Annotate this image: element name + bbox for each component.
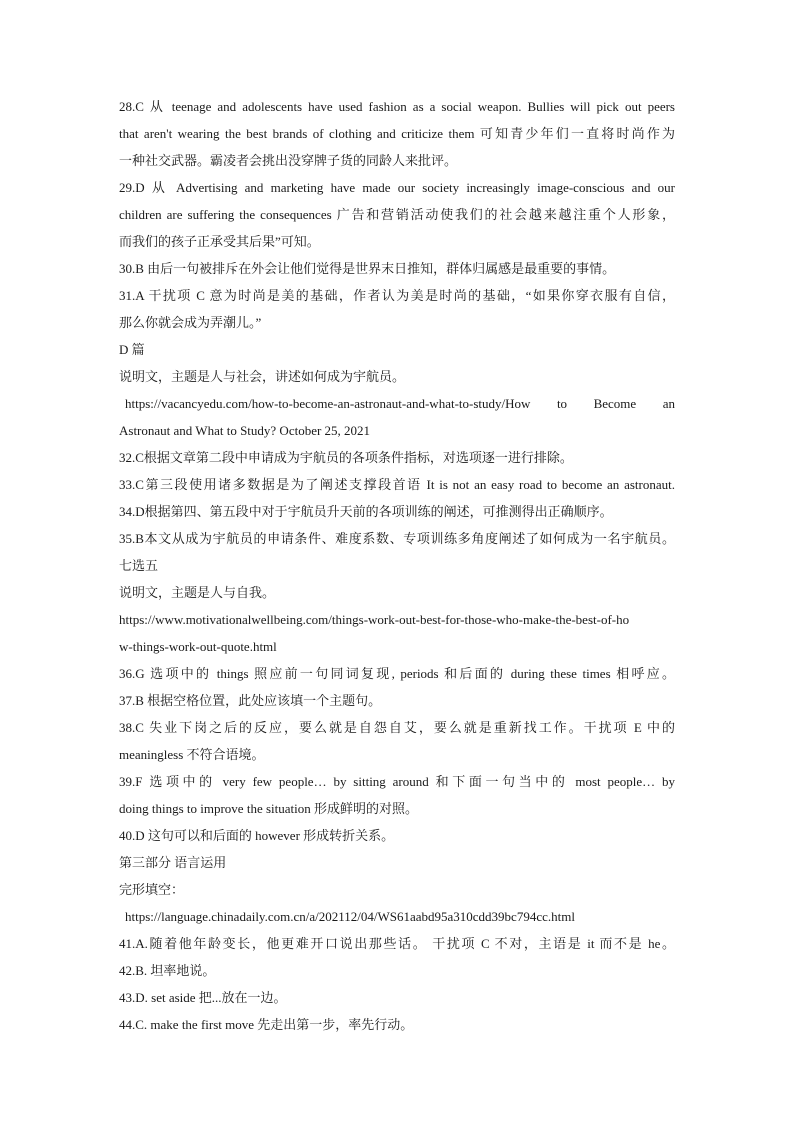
- text-line: 40.D 这句可以和后面的 however 形成转折关系。: [119, 828, 395, 843]
- text-line: w-things-work-out-quote.html: [119, 639, 277, 654]
- text-line: 30.B 由后一句被排斥在外会让他们觉得是世界末日推知，群体归属感是最重要的事情。: [119, 261, 616, 276]
- text-line: 说明文，主题是人与社会，讲述如何成为宇航员。: [119, 369, 406, 384]
- text-line: 第三部分 语言运用: [119, 855, 227, 870]
- text-line: Astronaut and What to Study? October 25, 2021: [119, 423, 371, 438]
- text-line: 34.D根据第四、第五段中对于宇航员升天前的各项训练的阐述，可推测得出正确顺序。: [119, 504, 613, 519]
- text-line: children are suffering the consequences 广告和营销活动使我们的社会越来越注重个人形象，: [119, 207, 675, 222]
- text-line: 28.C 从 teenage and adolescents have used fashion as a social weapon. Bullies will pick out peers: [119, 99, 675, 114]
- text-line: 七选五: [119, 558, 159, 573]
- text-line: meaningless 不符合语境。: [119, 747, 265, 762]
- text-line: 31.A 干扰项 C 意为时尚是美的基础，作者认为美是时尚的基础，“如果你穿衣服有自信，: [119, 288, 675, 303]
- text-line: 39.F 选项中的 very few people… by sitting around 和下面一句当中的 most people… by: [119, 774, 675, 789]
- text-line: 完形填空：: [119, 882, 185, 897]
- text-line: https://vacancyedu.com/how-to-become-an-astronaut-and-what-to-study/How to Become an: [125, 396, 675, 411]
- text-line: 38.C 失业下岗之后的反应，要么就是自怨自艾，要么就是重新找工作。干扰项 E 中的: [119, 720, 675, 735]
- text-line: 29.D 从 Advertising and marketing have made our society increasingly image-conscious and our: [119, 180, 675, 195]
- text-line: 而我们的孩子正承受其后果”可知。: [119, 234, 320, 249]
- text-line: 44.C. make the first move 先走出第一步，率先行动。: [119, 1017, 414, 1032]
- text-line: 35.B本文从成为宇航员的申请条件、难度系数、专项训练多角度阐述了如何成为一名宇航员。: [119, 531, 675, 546]
- text-line: 42.B. 坦率地说。: [119, 963, 216, 978]
- text-line: that aren't wearing the best brands of clothing and criticize them 可知青少年们一直将时尚作为: [119, 126, 675, 141]
- text-line: 33.C第三段使用诸多数据是为了阐述支撑段首语 It is not an easy road to become an astronaut.: [119, 477, 675, 492]
- text-line: 41.A.随着他年龄变长，他更难开口说出那些话。 干扰项 C 不对，主语是 it 而不是 he。: [119, 936, 675, 951]
- text-line: 36.G 选项中的 things 照应前一句同词复现, periods 和后面的 during these times 相呼应。: [119, 666, 675, 681]
- text-line: 37.B 根据空格位置，此处应该填一个主题句。: [119, 693, 382, 708]
- text-line: D 篇: [119, 342, 145, 357]
- text-line: https://www.motivationalwellbeing.com/things-work-out-best-for-those-who-make-the-best-of-ho: [119, 612, 630, 627]
- text-line: 那么你就会成为弄潮儿。”: [119, 315, 262, 330]
- answer-explanations: [119, 93, 675, 1038]
- text-line: 说明文，主题是人与自我。: [119, 585, 276, 600]
- text-line: 43.D. set aside 把...放在一边。: [119, 990, 287, 1005]
- text-line: 32.C根据文章第二段中申请成为宇航员的各项条件指标，对选项逐一进行排除。: [119, 450, 573, 465]
- text-line: 一种社交武器。霸凌者会挑出没穿牌子货的同龄人来批评。: [119, 153, 458, 168]
- text-line: https://language.chinadaily.com.cn/a/202112/04/WS61aabd95a310cdd39bc794cc.html: [125, 909, 575, 924]
- text-line: doing things to improve the situation 形成鲜明的对照。: [119, 801, 418, 816]
